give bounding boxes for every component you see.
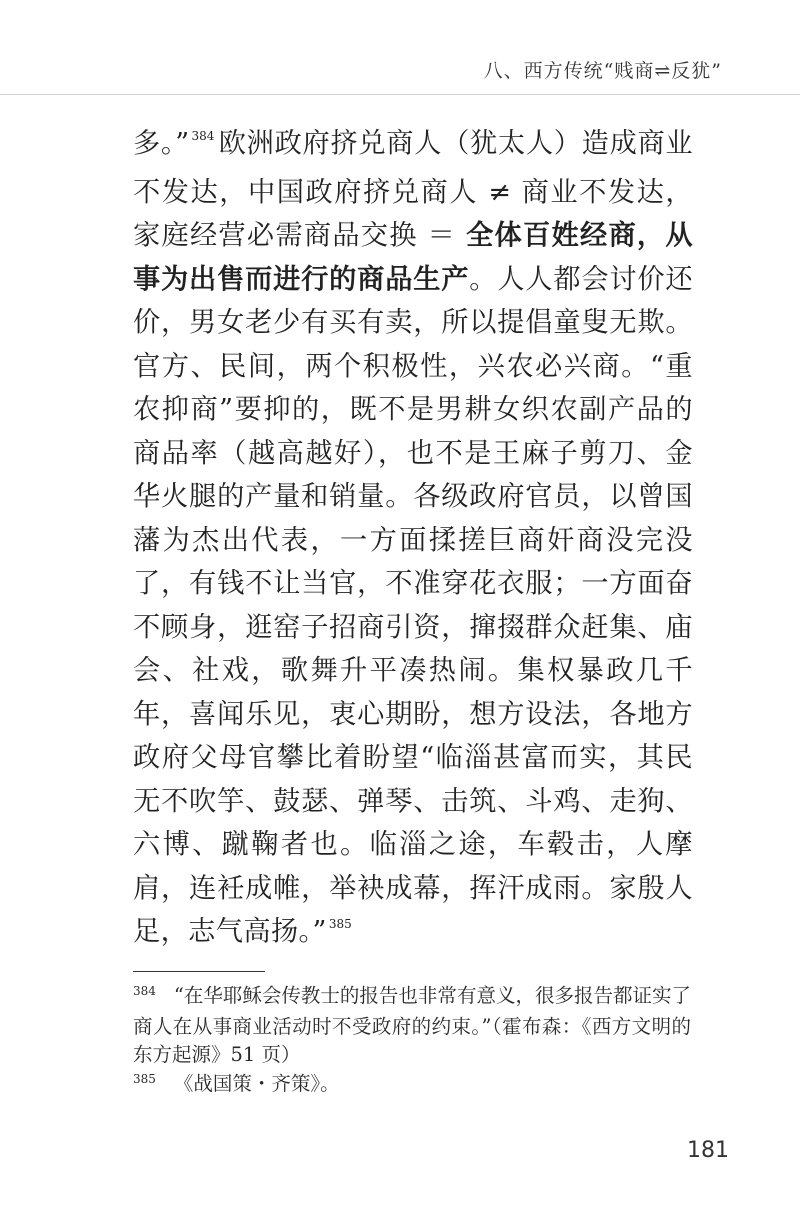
footnote-text: 《战国策・齐策》。 — [173, 1071, 340, 1095]
body-text-start: 多。” — [133, 128, 190, 159]
footnote-text: “在华耶稣会传教士的报告也非常有意义，很多报告都证实了商人在从事商业活动时不受政府的约束。”（霍布森：《西方文明的东方起源》51 页） — [133, 984, 691, 1066]
body-paragraph — [133, 122, 693, 959]
body-text-part: 。人人都会讨价还价，男女老少有买有卖，所以提倡童叟无欺。官方、民间，两个积极性，兴农必兴商。“重农抑商”要抑的，既不是男耕女织农副产品的商品率（越高越好），也不是王麻子剪刀、金华火腿的产量和销量。各级政府官员，以曾国藩为杰出代表，一方面揉搓巨商奸商没完没了，有钱不让当官，不准穿花衣服；一方面奋不顾身，逛窑子招商引资，撺掇群众赶集、庙会、社戏，歌舞升平凑热闹。集权暴政几千年，喜闻乐见，衷心期盼，想方设法，各地方政府父母官攀比着盼望“临淄甚富而实，其民无不吹竽、鼓瑟、弹琴、击筑、斗鸡、走狗、六博、蹴鞠者也。临淄之途，车毂击，人摩肩，连衽成帷，举袂成幕，挥汗成雨。家殷人足，志气高扬。” — [133, 263, 694, 947]
footnote-number: 384 — [133, 984, 156, 998]
footnote-384 — [133, 982, 691, 1070]
body-text-part: 欧洲政府挤兑商人（犹太人）造成商业不发达，中国政府挤兑商人 ≠ 商业不发达，家庭经营必需商品交换 ＝ — [133, 128, 693, 251]
footnote-number: 385 — [133, 1071, 156, 1086]
header-rule — [0, 94, 800, 95]
footnote-ref-385[interactable]: 385 — [328, 917, 352, 931]
footnote-385 — [133, 1070, 691, 1101]
page-number: 181 — [687, 1138, 729, 1163]
bold-emphasis: 全体百姓经商，从事为出售而进行的商品生产 — [133, 220, 693, 295]
footnote-rule — [133, 971, 265, 972]
footnotes — [133, 982, 691, 1100]
running-header: 八、西方传统“贱商⇌反犹” — [483, 60, 722, 82]
footnote-ref-384[interactable]: 384 — [191, 129, 215, 143]
